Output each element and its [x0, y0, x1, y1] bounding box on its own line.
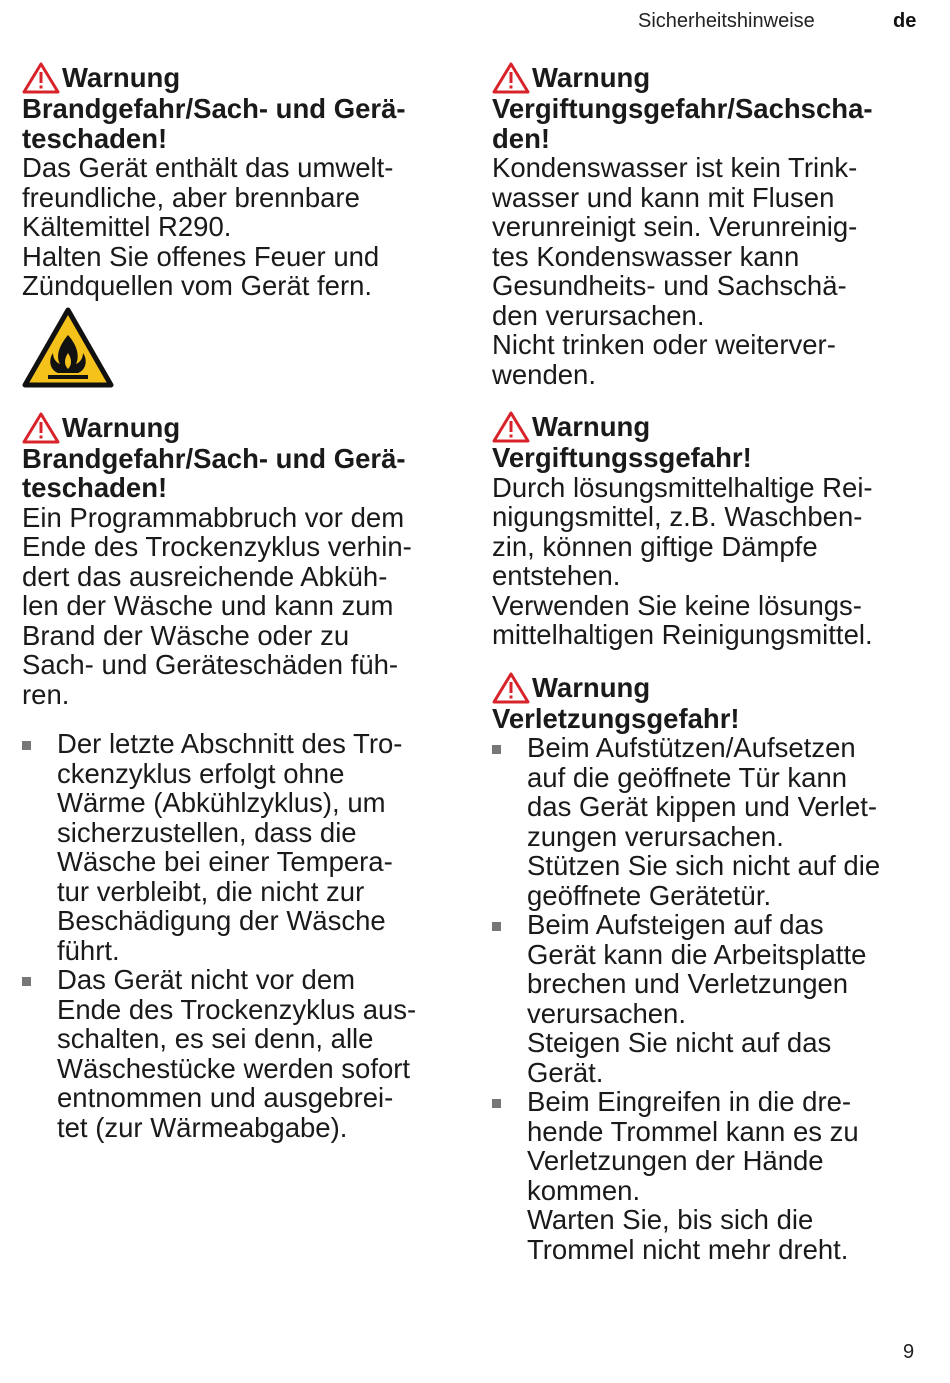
warning-heading — [22, 62, 462, 94]
list-item-text: Der letzte Abschnitt des Tro- ckenzyklus erfolgt ohne Wärme (Abkühlzyklus), um sicherzustellen, dass die Wäsche bei einer Tempera- tur verbleibt, die nicht zur Beschädigung der Wäsche führt. — [57, 728, 403, 966]
warning-heading — [492, 411, 932, 443]
section-header: Sicherheitshinweise — [638, 10, 815, 32]
warning-heading — [492, 672, 932, 704]
bullet-square-icon — [492, 922, 501, 931]
left-column — [22, 62, 462, 1142]
warning-poisoning-condensate — [492, 62, 932, 389]
flammable-hazard-sign-icon — [22, 307, 462, 394]
list-item — [492, 733, 932, 910]
warning-instruction: Verwenden Sie keine lösungs- mittelhaltigen Reinigungsmittel. — [492, 589, 873, 650]
warning-fire-refrigerant — [22, 62, 462, 301]
language-code: de — [893, 10, 917, 32]
list-item-text: Das Gerät nicht vor dem Ende des Trockenzyklus aus- schalten, es sei denn, alle Wäschestücke werden sofort entnommen und ausgebrei- tet (zur Wärmeabgabe). — [57, 964, 417, 1143]
bullet-square-icon — [492, 745, 501, 754]
list-item-text: Beim Aufstützen/Aufsetzen auf die geöffnete Tür kann das Gerät kippen und Verlet- zungen verursachen. Stützen Sie sich nicht auf die geöffnete Gerätetür. — [527, 732, 881, 911]
warning-poisoning-solvents — [492, 411, 932, 650]
list-item — [492, 910, 932, 1087]
warning-text: Kondenswasser ist kein Trink- wasser und kann mit Flusen verunreinigt sein. Verunreinig- tes Kondenswasser kann Gesundheits- und Sachschä- den verursachen. — [492, 152, 858, 331]
warning-heading — [22, 412, 462, 444]
list-item-text: Beim Aufsteigen auf das Gerät kann die Arbeitsplatte brechen und Verletzungen verursachen. Steigen Sie nicht auf das Gerät. — [527, 909, 867, 1088]
warning-program-abort — [22, 412, 462, 1143]
warning-triangle-icon — [492, 411, 530, 443]
bullet-list — [22, 729, 462, 1142]
warning-title: Brandgefahr/Sach- und Gerä- teschaden! — [22, 442, 406, 503]
bullet-square-icon — [492, 1099, 501, 1108]
warning-title: Vergiftungsgefahr/Sachscha- den! — [492, 93, 873, 154]
warning-label: Warnung — [532, 411, 651, 442]
bullet-square-icon — [22, 977, 31, 986]
warning-label: Warnung — [62, 411, 181, 443]
warning-heading — [492, 62, 932, 94]
list-item-text: Beim Eingreifen in die dre- hende Trommel kann es zu Verletzungen der Hände kommen. Warten Sie, bis sich die Trommel nicht mehr dreht. — [527, 1086, 859, 1265]
warning-label: Warnung — [532, 62, 651, 93]
warning-text: Durch lösungsmittelhaltige Rei- nigungsmittel, z.B. Waschben- zin, können giftige Dämpfe entstehen. — [492, 471, 873, 591]
warning-triangle-icon — [22, 62, 60, 94]
list-item — [22, 729, 462, 965]
warning-instruction: Nicht trinken oder weiterver- wenden. — [492, 329, 836, 390]
warning-text: Ein Programmabbruch vor dem Ende des Trockenzyklus verhin- dert das ausreichende Abküh- len der Wäsche und kann zum Brand der Wäsche oder zu Sach- und Geräteschäden füh- ren. — [22, 501, 412, 710]
right-column — [492, 62, 932, 1264]
list-item — [492, 1087, 932, 1264]
page-number: 9 — [903, 1341, 915, 1363]
warning-label: Warnung — [62, 62, 181, 93]
warning-instruction: Halten Sie offenes Feuer und Zündquellen vom Gerät fern. — [22, 240, 380, 301]
bullet-list — [492, 733, 932, 1264]
warning-injury — [492, 672, 932, 1265]
warning-title: Brandgefahr/Sach- und Gerä- teschaden! — [22, 93, 406, 154]
bullet-square-icon — [22, 741, 31, 750]
warning-title: Verletzungsgefahr! — [492, 702, 740, 734]
warning-text: Das Gerät enthält das umwelt- freundliche, aber brennbare Kältemittel R290. — [22, 152, 394, 242]
warning-label: Warnung — [532, 671, 651, 703]
warning-triangle-icon — [492, 62, 530, 94]
list-item — [22, 965, 462, 1142]
warning-triangle-icon — [492, 672, 530, 704]
warning-title: Vergiftungssgefahr! — [492, 442, 752, 473]
warning-triangle-icon — [22, 412, 60, 444]
